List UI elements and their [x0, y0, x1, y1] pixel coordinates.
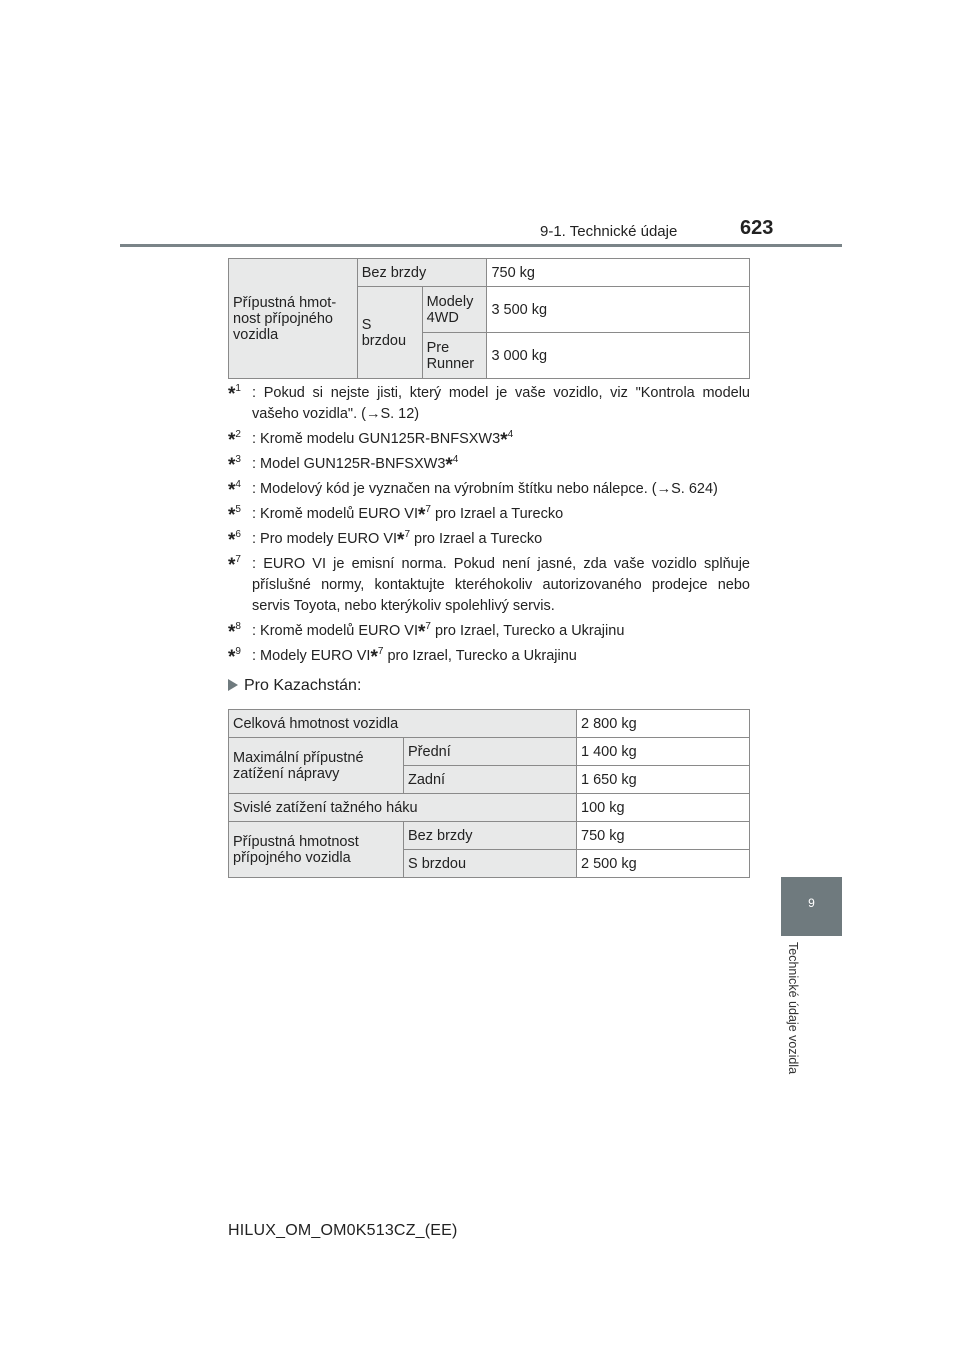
header-divider — [120, 244, 842, 247]
front-axle-label: Přední — [404, 738, 577, 766]
footnote-4: *$^4$ : Modelový kód je vyznačen na výrobním štítku nebo nálepce. (→S. 624) — [228, 479, 718, 501]
footnotes — [228, 383, 750, 671]
with-brake-label: S brzdou — [357, 287, 422, 379]
footnote-9: *$^9$ : Modely EURO VI*$^7$ pro Izrael, Turecko a Ukrajinu — [228, 646, 577, 668]
gross-weight-label: Celková hmotnost vozidla — [229, 710, 577, 738]
footnote-7: *$^7$ : EURO VI je emisní norma. Pokud není jasné, zda vaše vozidlo splňuje příslušné normy, kontaktujte kteréhokoliv autorizovaného prodejce nebo servis Toyota, nebo kterýkoliv spolehlivý servis. — [228, 554, 750, 614]
footnote-1: *$^1$ : Pokud si nejste jisti, který model je vaše vozidlo, viz "Kontrola modelu vašeho vozidla". (→S. 12) — [228, 383, 750, 422]
chapter-tab: 9 — [781, 877, 842, 936]
footnote-3: *$^3$ : Model GUN125R-BNFSXW3*$^4$ — [228, 454, 459, 476]
axle-load-label: Maximální přípustné zatížení nápravy — [229, 738, 404, 794]
rear-axle-value: 1 650 kg — [577, 766, 750, 794]
footnote-6: *$^6$ : Pro modely EURO VI*$^7$ pro Izrael a Turecko — [228, 529, 543, 551]
trailer-weight-label-2: Přípustná hmotnost přípojného vozidla — [229, 822, 404, 878]
front-axle-value: 1 400 kg — [577, 738, 750, 766]
model-4wd-label: Modely 4WD — [422, 287, 487, 333]
footnote-2: *$^2$ : Kromě modelu GUN125R-BNFSXW3*$^4$ — [228, 429, 514, 451]
with-brake-label-2: S brzdou — [404, 850, 577, 878]
document-code: HILUX_OM_OM0K513CZ_(EE) — [228, 1222, 458, 1239]
triangle-bullet-icon — [228, 679, 238, 691]
footnote-8: *$^8$ : Kromě modelů EURO VI*$^7$ pro Izrael, Turecko a Ukrajinu — [228, 621, 625, 643]
gross-weight-value: 2 800 kg — [577, 710, 750, 738]
trailer-weight-label: Přípustná hmot-nost přípojného vozidla — [229, 259, 358, 379]
no-brake-label-2: Bez brzdy — [404, 822, 577, 850]
kazakhstan-table — [228, 709, 750, 878]
no-brake-label: Bez brzdy — [357, 259, 487, 287]
rear-axle-label: Zadní — [404, 766, 577, 794]
hitch-load-value: 100 kg — [577, 794, 750, 822]
model-prerunner-value: 3 000 kg — [487, 333, 750, 379]
footnote-5: *$^5$ : Kromě modelů EURO VI*$^7$ pro Izrael a Turecko — [228, 504, 564, 526]
no-brake-value: 750 kg — [487, 259, 750, 287]
chapter-label: Technické údaje vozidla — [786, 942, 800, 1075]
model-prerunner-label: Pre Runner — [422, 333, 487, 379]
page-number: 623 — [740, 217, 774, 239]
section-title: 9-1. Technické údaje — [540, 223, 678, 240]
kazakhstan-heading: Pro Kazachstán: — [228, 677, 361, 695]
with-brake-value-2: 2 500 kg — [577, 850, 750, 878]
hitch-load-label: Svislé zatížení tažného háku — [229, 794, 577, 822]
trailer-weight-table — [228, 258, 750, 379]
model-4wd-value: 3 500 kg — [487, 287, 750, 333]
no-brake-value-2: 750 kg — [577, 822, 750, 850]
